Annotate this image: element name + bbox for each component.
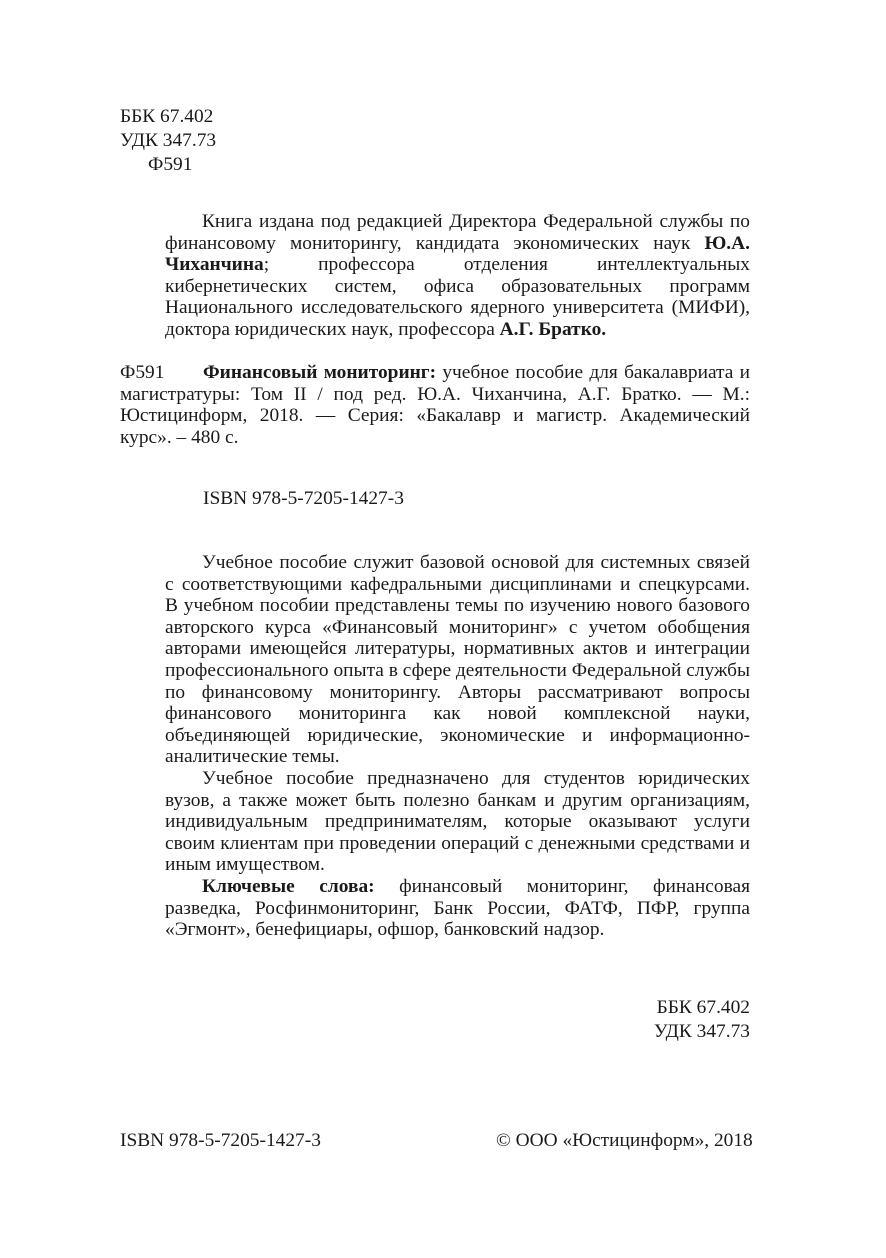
keywords-label: Ключевые слова: [202,875,375,897]
editorial-text-2: ; профессора отделения интеллектуальных кибернетических систем, офиса образовательных программ Национального исследовательского ядерного университета (МИФИ), доктора юридических наук, профессора [165,254,750,340]
isbn: ISBN 978-5-7205-1427-3 [203,488,404,509]
udk-code: УДК 347.73 [120,130,217,151]
classification-codes [120,105,216,177]
bbk-code: ББК 67.402 [120,106,214,127]
abstract-paragraph-1: Учебное пособие служит базовой основой для системных связей с соответствующими кафедральными дисциплинами и спецкурсами. В учебном пособии представлены темы по изучению нового базового авторского курса «Финансовый мониторинг» с учетом обобщения авторами имеющейся литературы, нормативных актов и интеграции профессионального опыта в сфере деятельности Федеральной службы по финансовому мониторингу. Авторы рассматривают вопросы финансового мониторинга как новой комплексной науки, объединяющей юридические, экономические и информационно-аналитические темы. [165,552,750,768]
classification-codes-right [600,996,750,1044]
keywords-list: финансовый мониторинг, финансовая разведка, Росфинмониторинг, Банк России, ФАТФ, ПФР, группа «Эгмонт», бенефициары, офшор, банковский надзор. [165,875,750,941]
bbk-code-right: ББК 67.402 [656,997,750,1018]
bibliographic-record [120,362,750,448]
editorial-text-1: Книга издана под редакцией Директора Федеральной службы по финансовому мониторингу, кандидата экономических наук [165,211,750,254]
abstract-paragraph-2: Учебное пособие предназначено для студентов юридических вузов, а также может быть полезно банкам и другим организациям, индивидуальным предпринимателям, которые оказывают услуги своим клиентам при проведении операций с денежными средствами и иным имуществом. [165,767,750,876]
editorial-paragraph [165,211,750,341]
footer-isbn: ISBN 978-5-7205-1427-3 [120,1130,321,1151]
copyright-notice: © ООО «Юстицинформ», 2018 [496,1130,753,1151]
biblio-code: Ф591 [120,362,165,383]
editor-name-1: Ю.А. Чиханчина [165,232,750,276]
editor-name-2: А.Г. Братко. [499,318,607,340]
author-sign: Ф591 [148,154,193,175]
book-title: Финансовый мониторинг: [203,362,437,383]
editorial-note [165,211,750,341]
abstract [165,552,750,941]
keywords [165,876,750,941]
udk-code-right: УДК 347.73 [653,1021,750,1042]
biblio-details: учебное пособие для бакалавриата и магистратуры: Том II / под ред. Ю.А. Чиханчина, А.Г. Братко. — М.: Юстицинформ, 2018. — Серия: «Бакалавр и магистр. Академический курс». – 480 с. [120,362,750,448]
